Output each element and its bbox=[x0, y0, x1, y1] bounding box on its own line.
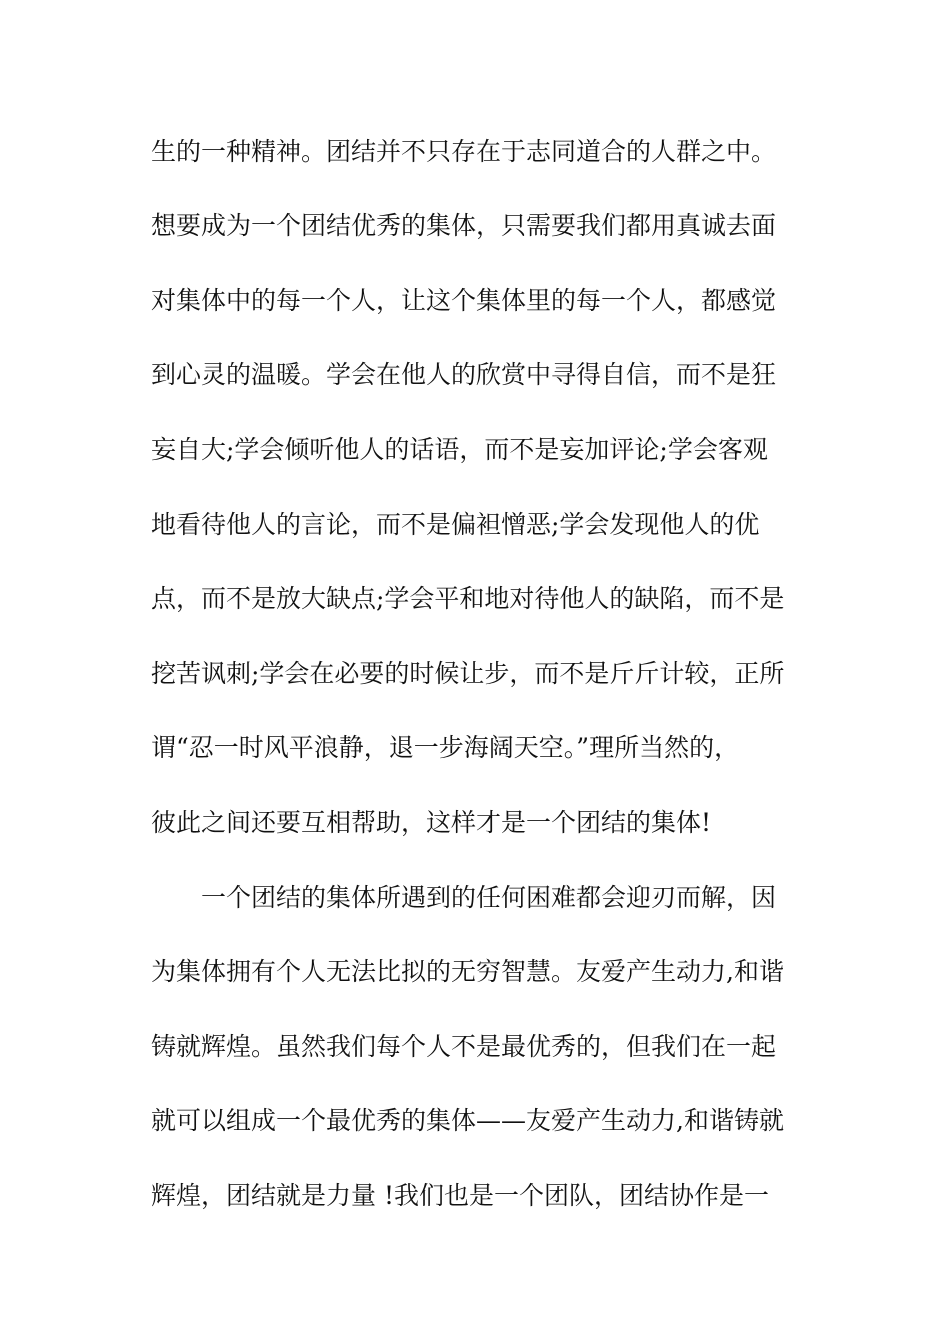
text-line: 到心灵的温暖。学会在他人的欣赏中寻得自信，而不是狂 bbox=[151, 360, 777, 389]
paragraph-start-line: 一个团结的集体所遇到的任何困难都会迎刃而解，因 bbox=[201, 883, 777, 912]
text-line: 彼此之间还要互相帮助，这样才是一个团结的集体! bbox=[151, 808, 712, 837]
text-line: 想要成为一个团结优秀的集体，只需要我们都用真诚去面 bbox=[151, 211, 777, 240]
text-line: 挖苦讽刺;学会在必要的时候让步，而不是斤斤计较，正所 bbox=[151, 659, 785, 688]
text-line: 谓“忍一时风平浪静，退一步海阔天空。”理所当然的， bbox=[151, 733, 740, 762]
text-line: 辉煌，团结就是力量 !我们也是一个团队，团结协作是一 bbox=[151, 1181, 769, 1210]
text-line: 就可以组成一个最优秀的集体——友爱产生动力,和谐铸就 bbox=[151, 1106, 784, 1135]
text-line: 妄自大;学会倾听他人的话语，而不是妄加评论;学会客观 bbox=[151, 435, 768, 464]
text-line: 生的一种精神。团结并不只存在于志同道合的人群之中。 bbox=[151, 137, 777, 166]
text-line: 为集体拥有个人无法比拟的无穷智慧。友爱产生动力,和谐 bbox=[151, 957, 784, 986]
text-line: 铸就辉煌。虽然我们每个人不是最优秀的，但我们在一起 bbox=[151, 1032, 777, 1061]
text-line: 点，而不是放大缺点;学会平和地对待他人的缺陷，而不是 bbox=[151, 584, 785, 613]
text-line: 对集体中的每一个人，让这个集体里的每一个人，都感觉 bbox=[151, 286, 777, 315]
text-line: 地看待他人的言论，而不是偏袒憎恶;学会发现他人的优 bbox=[151, 510, 760, 539]
